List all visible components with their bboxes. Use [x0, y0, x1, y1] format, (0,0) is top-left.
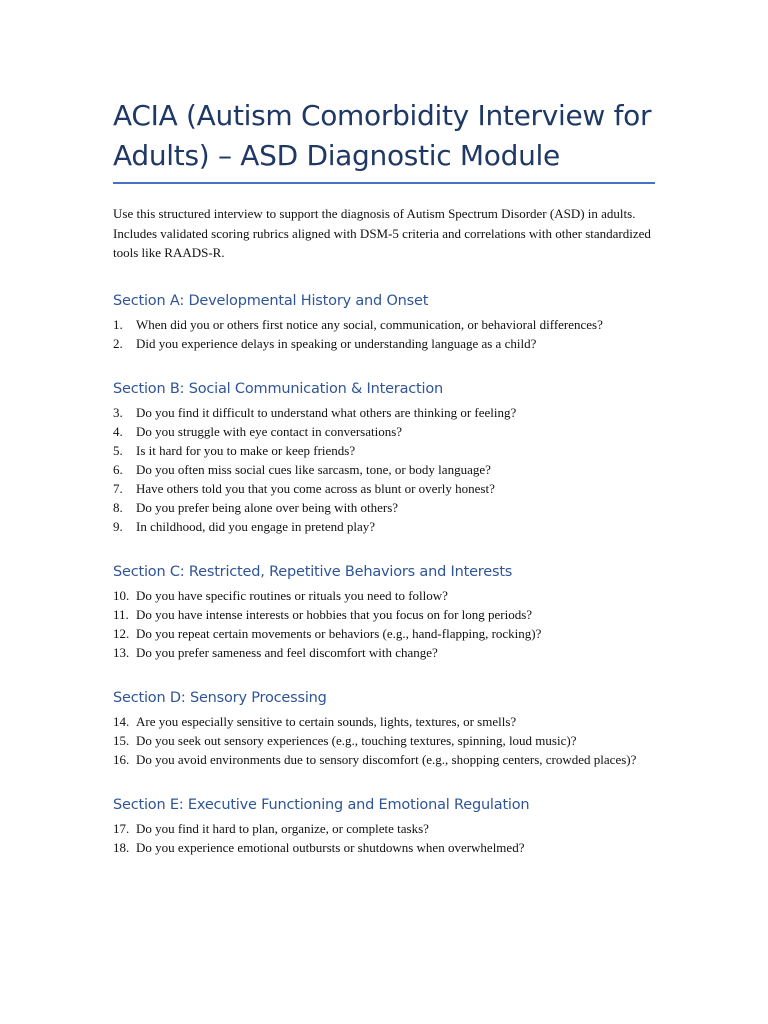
section-heading: Section C: Restricted, Repetitive Behaviors and Interests — [113, 563, 513, 580]
question-number: 14. — [113, 713, 130, 729]
sections-container — [113, 291, 655, 857]
document-title — [113, 96, 655, 176]
question-number: 18. — [113, 839, 130, 855]
question-text: Do you seek out sensory experiences (e.g., touching textures, spinning, loud music)? — [136, 732, 577, 748]
question-number: 12. — [113, 625, 130, 641]
question-text: Do you repeat certain movements or behaviors (e.g., hand-flapping, rocking)? — [136, 625, 542, 641]
question-item — [113, 731, 655, 750]
question-text: Did you experience delays in speaking or understanding language as a child? — [136, 335, 537, 351]
question-item — [113, 624, 655, 643]
question-item — [113, 422, 655, 441]
question-item — [113, 838, 655, 857]
question-text: Do you have specific routines or rituals you need to follow? — [136, 587, 448, 603]
question-item — [113, 479, 655, 498]
question-number: 10. — [113, 587, 130, 603]
question-item — [113, 517, 655, 536]
question-item — [113, 334, 655, 353]
question-text: Do you have intense interests or hobbies that you focus on for long periods? — [136, 606, 533, 622]
question-item — [113, 643, 655, 662]
section-heading: Section B: Social Communication & Interaction — [113, 380, 444, 397]
question-list — [113, 315, 655, 353]
question-text: Are you especially sensitive to certain sounds, lights, textures, or smells? — [136, 713, 517, 729]
question-list — [113, 403, 655, 536]
question-text: When did you or others first notice any social, communication, or behavioral differences? — [136, 316, 603, 332]
question-text: Do you experience emotional outbursts or shutdowns when overwhelmed? — [136, 839, 525, 855]
question-text: Do you avoid environments due to sensory discomfort (e.g., shopping centers, crowded places)? — [136, 751, 637, 767]
question-text: Do you find it difficult to understand what others are thinking or feeling? — [136, 404, 517, 420]
question-number: 5. — [113, 442, 123, 458]
question-list — [113, 819, 655, 857]
question-item — [113, 498, 655, 517]
question-text: Do you prefer sameness and feel discomfort with change? — [136, 644, 438, 660]
question-item — [113, 441, 655, 460]
section-e — [113, 795, 655, 857]
question-item — [113, 315, 655, 334]
section-heading: Section D: Sensory Processing — [113, 689, 327, 706]
title-line-2: Adults) – ASD Diagnostic Module — [113, 139, 560, 172]
question-text: Do you struggle with eye contact in conversations? — [136, 423, 403, 439]
section-heading: Section E: Executive Functioning and Emotional Regulation — [113, 796, 530, 813]
question-number: 7. — [113, 480, 123, 496]
question-item — [113, 819, 655, 838]
question-item — [113, 750, 655, 769]
question-text: Do you prefer being alone over being with others? — [136, 499, 399, 515]
question-text: Have others told you that you come across as blunt or overly honest? — [136, 480, 495, 496]
section-a — [113, 291, 655, 353]
question-number: 1. — [113, 316, 123, 332]
question-number: 15. — [113, 732, 130, 748]
section-c — [113, 562, 655, 662]
question-item — [113, 460, 655, 479]
question-number: 3. — [113, 404, 123, 420]
question-number: 4. — [113, 423, 123, 439]
section-b — [113, 379, 655, 536]
title-underline-rule — [113, 182, 655, 184]
section-d — [113, 688, 655, 769]
question-number: 2. — [113, 335, 123, 351]
question-item — [113, 605, 655, 624]
question-text: In childhood, did you engage in pretend play? — [136, 518, 375, 534]
question-list — [113, 586, 655, 662]
question-number: 8. — [113, 499, 123, 515]
question-item — [113, 586, 655, 605]
question-item — [113, 403, 655, 422]
question-number: 17. — [113, 820, 130, 836]
question-text: Is it hard for you to make or keep friends? — [136, 442, 356, 458]
question-number: 13. — [113, 644, 130, 660]
question-number: 16. — [113, 751, 130, 767]
section-heading: Section A: Developmental History and Onset — [113, 292, 429, 309]
question-number: 9. — [113, 518, 123, 534]
question-list — [113, 712, 655, 769]
document-page — [113, 96, 655, 883]
question-text: Do you often miss social cues like sarcasm, tone, or body language? — [136, 461, 491, 477]
intro-paragraph: Use this structured interview to support the diagnosis of Autism Spectrum Disorder (ASD) in adults. Includes validated scoring rubrics aligned with DSM-5 criteria and correlations with other standardized tools like RAADS-R. — [113, 206, 651, 260]
question-item — [113, 712, 655, 731]
title-line-1: ACIA (Autism Comorbidity Interview for — [113, 99, 652, 132]
question-number: 6. — [113, 461, 123, 477]
question-text: Do you find it hard to plan, organize, or complete tasks? — [136, 820, 429, 836]
question-number: 11. — [113, 606, 129, 622]
